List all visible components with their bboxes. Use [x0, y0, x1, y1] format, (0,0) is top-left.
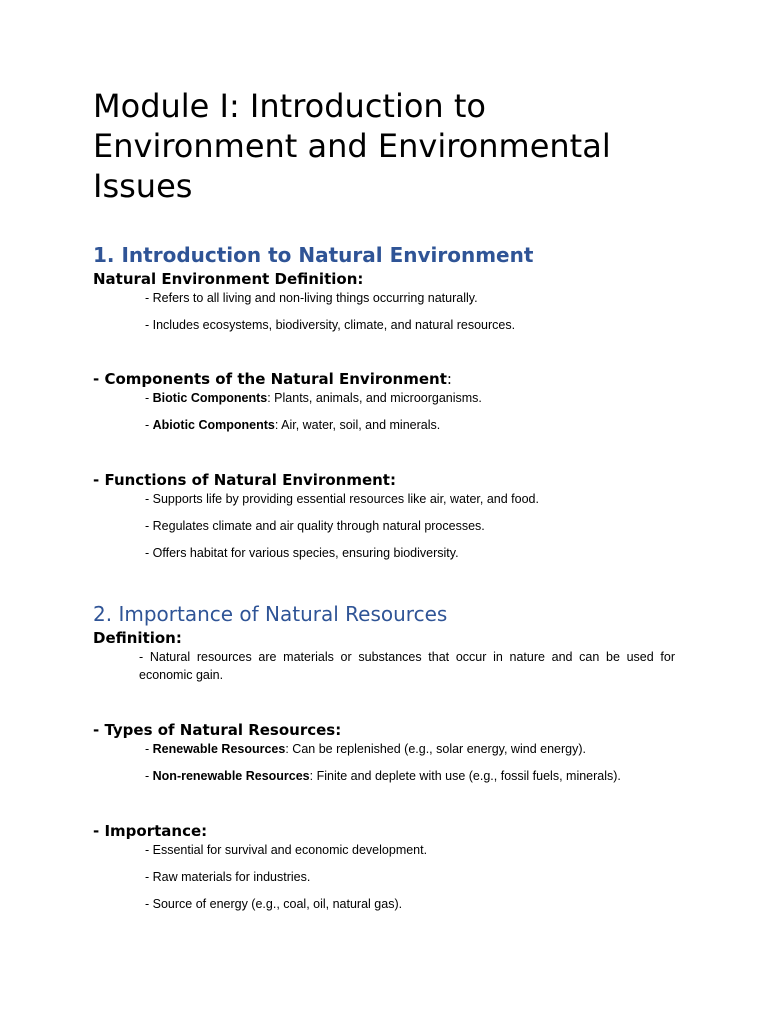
functions-item-2: - Regulates climate and air quality through natural processes.	[145, 519, 485, 533]
renewable-term: Renewable Resources	[152, 742, 286, 756]
definition-item-2: - Includes ecosystems, biodiversity, climate, and natural resources.	[145, 318, 516, 332]
natural-environment-definition-label: Natural Environment Definition:	[93, 270, 364, 288]
functions-label: - Functions of Natural Environment:	[93, 471, 396, 489]
abiotic-components-item	[145, 416, 675, 434]
abiotic-text: : Air, water, soil, and minerals.	[274, 418, 441, 432]
importance-label: - Importance:	[93, 822, 208, 840]
natural-resources-definition: - Natural resources are materials or substances that occur in nature and can be used for economic gain.	[139, 650, 675, 682]
section-2-heading: 2. Importance of Natural Resources	[93, 602, 448, 626]
functions-item-3: - Offers habitat for various species, ensuring biodiversity.	[145, 546, 459, 560]
item-prefix: -	[145, 418, 153, 432]
biotic-components-item	[145, 389, 675, 407]
document-page	[93, 86, 675, 913]
importance-item-3: - Source of energy (e.g., coal, oil, natural gas).	[145, 897, 403, 911]
definition-item-1: - Refers to all living and non-living things occurring naturally.	[145, 291, 478, 305]
non-renewable-resources-item	[145, 767, 675, 785]
item-prefix: -	[145, 769, 153, 783]
functions-item-1: - Supports life by providing essential resources like air, water, and food.	[145, 492, 539, 506]
components-label	[93, 369, 675, 389]
item-prefix: -	[145, 742, 153, 756]
types-label: - Types of Natural Resources:	[93, 721, 342, 739]
non-renewable-term: Non-renewable Resources	[152, 769, 310, 783]
importance-item-2: - Raw materials for industries.	[145, 870, 311, 884]
abiotic-term: Abiotic Components	[152, 418, 275, 432]
definition-label: Definition:	[93, 629, 182, 647]
components-label-text: - Components of the Natural Environment	[93, 370, 447, 388]
renewable-text: : Can be replenished (e.g., solar energy, wind energy).	[285, 742, 586, 756]
document-title: Module I: Introduction to Environment and Environmental Issues	[93, 87, 611, 205]
components-label-colon: :	[446, 370, 452, 388]
biotic-text: : Plants, animals, and microorganisms.	[267, 391, 482, 405]
renewable-resources-item	[145, 740, 675, 758]
biotic-term: Biotic Components	[152, 391, 268, 405]
non-renewable-text: : Finite and deplete with use (e.g., fossil fuels, minerals).	[309, 769, 621, 783]
importance-item-1: - Essential for survival and economic development.	[145, 843, 428, 857]
section-1-heading: 1. Introduction to Natural Environment	[93, 243, 534, 267]
item-prefix: -	[145, 391, 153, 405]
